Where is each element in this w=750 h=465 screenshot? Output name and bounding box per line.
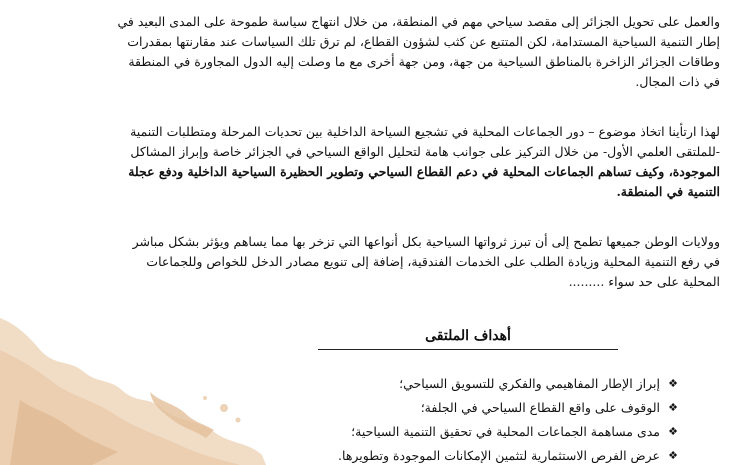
paragraph-2-line-3: الموجودة، وكيف تساهم الجماعات المحلية في دعم القطاع السياحي وتطوير الحظيرة السياحية الداخلية ودفع عجلة	[128, 164, 720, 179]
list-item	[230, 396, 680, 420]
paragraph-1-line-3: وطاقات الجزائر الزاخرة بالمناطق السياحية من جهة، ومن جهة أخرى مع ما وصلت إليه الدول المجاورة في المنطقة	[128, 54, 720, 69]
paragraph-2	[86, 122, 720, 202]
section-heading-goals: أهداف الملتقى	[318, 323, 618, 350]
list-item	[230, 372, 680, 396]
diamond-bullet-icon: ❖	[668, 425, 678, 438]
paragraph-1-line-1: والعمل على تحويل الجزائر إلى مقصد سياحي مهم في المنطقة، من خلال انتهاج سياسة طموحة على المدى البعيد في	[117, 14, 720, 29]
paragraph-3-line-1: وولايات الوطن جميعها تطمح إلى أن تبرز ثرواتها السياحية بكل أنواعها التي تزخر بها مما يساهم ويؤثر بشكل مباشر	[132, 234, 720, 249]
paragraph-1-line-4: في ذات المجال.	[635, 74, 720, 89]
paragraph-2-line-4: التنمية في المنطقة.	[616, 184, 720, 199]
paragraph-1-line-2: إطار التنمية السياحية المستدامة، لكن المتتبع عن كثب لشؤون القطاع، لم ترق تلك السياسات عند مقارنتها بمقدرات	[127, 34, 720, 49]
paragraph-2-line-2: -للملتقى العلمي الأول- من خلال التركيز على جوانب هامة لتحليل الواقع السياحي في الجزائر خاصة وإبراز المشاكل	[130, 144, 720, 159]
paragraph-1	[86, 12, 720, 92]
paragraph-3-line-3: المحلية على حد سواء .........	[568, 274, 720, 289]
diamond-bullet-icon: ❖	[668, 449, 678, 462]
goal-text: الوقوف على واقع القطاع السياحي في الجلفة؛	[420, 400, 660, 415]
diamond-bullet-icon: ❖	[668, 401, 678, 414]
goal-text: مدى مساهمة الجماعات المحلية في تحقيق التنمية السياحية؛	[351, 424, 660, 439]
diamond-bullet-icon: ❖	[668, 377, 678, 390]
goals-list	[230, 372, 680, 465]
goal-text: إبراز الإطار المفاهيمي والفكري للتسويق السياحي؛	[399, 376, 660, 391]
paragraph-2-line-1: لهذا ارتأينا اتخاذ موضوع – دور الجماعات المحلية في تشجيع السياحة الداخلية بين تحديات المرحلة ومتطلبات التنمية	[130, 124, 720, 139]
paragraph-3-line-2: في رفع التنمية المحلية وزيادة الطلب على الخدمات الفندقية، إضافة إلى تنويع مصادر الدخل للخواص وللجماعات	[146, 254, 720, 269]
list-item	[230, 444, 680, 465]
list-item	[230, 420, 680, 444]
goal-text: عرض الفرص الاستثمارية لتثمين الإمكانات الموجودة وتطويرها.	[338, 448, 660, 463]
paragraph-3	[86, 232, 720, 292]
